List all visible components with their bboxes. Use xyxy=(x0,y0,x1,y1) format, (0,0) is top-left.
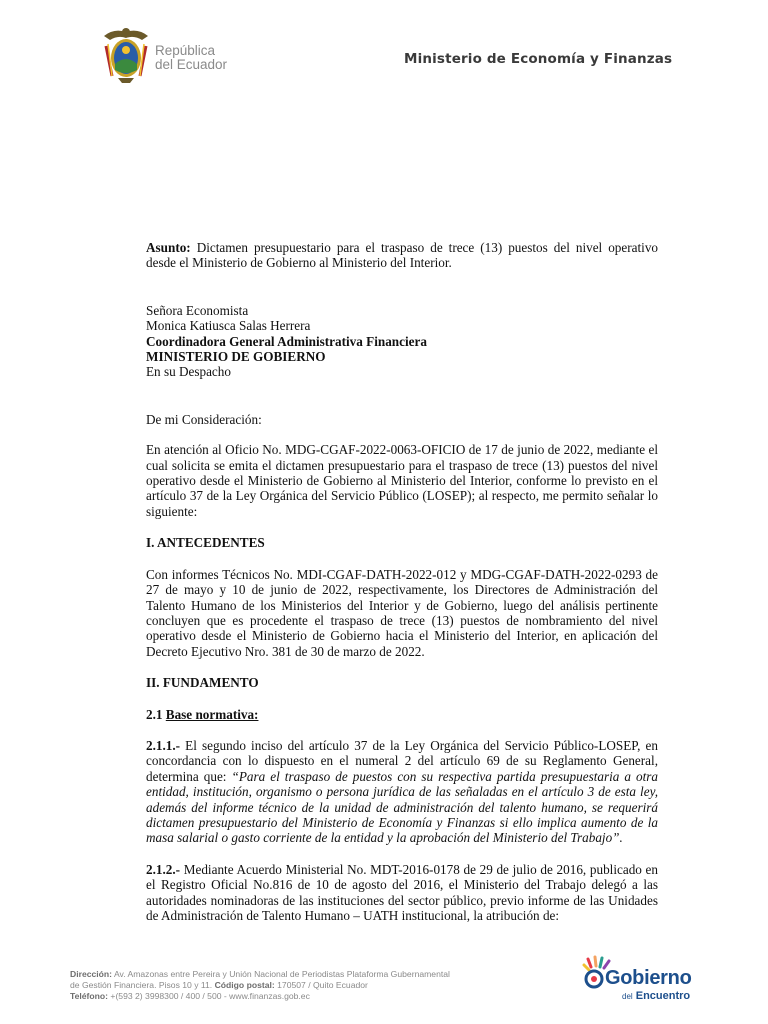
section-fundamento-title: II. FUNDAMENTO xyxy=(146,675,259,691)
subject-paragraph xyxy=(146,240,658,271)
recipient-salutation: Señora Economista xyxy=(146,302,249,318)
recipient-position: Coordinadora General Administrativa Financiera xyxy=(146,333,427,349)
recipient-institution: MINISTERIO DE GOBIERNO xyxy=(146,349,326,365)
footer-direccion-label: Dirección: xyxy=(70,969,113,979)
subject-text: Dictamen presupuestario para el traspaso de trece (13) puestos del nivel operativo desde el Ministerio de Gobierno al Ministerio del Interior. xyxy=(146,240,659,271)
antecedentes-paragraph: Con informes Técnicos No. MDI-CGAF-DATH-2022-012 y MDG-CGAF-DATH-2022-0293 de 27 de mayo y 10 de junio de 2022, respectivamente, los Directores de Administración del Talento Humano de los Ministerios del Interior y de Gobierno, luego del análisis pertinente concluyen que es procedente el traspaso de trece (13) puestos de nombramiento del nivel operativo desde el Ministerio de Gobierno hacia el Ministerio del Interior, en aplicación del Decreto Ejecutivo Nro. 381 de 30 de marzo de 2022. xyxy=(146,566,658,659)
paragraph-2-1-2 xyxy=(146,862,658,924)
republic-line1: República xyxy=(155,43,216,58)
letter-body xyxy=(146,240,658,923)
paragraph-2-1-1-number: 2.1.1.- xyxy=(146,737,181,753)
footer-address-line1 xyxy=(70,969,480,980)
subsection-number: 2.1 xyxy=(146,706,163,722)
paragraph-2-1-1-text: El segundo inciso del artículo 37 de la Ley Orgánica del Servicio Público-LOSEP, en concordancia con lo dispuesto en el numeral 2 del artículo 69 de su Reglamento General, determina que: xyxy=(146,737,658,784)
section-antecedentes-title: I. ANTECEDENTES xyxy=(146,535,265,551)
footer-direccion-text: Av. Amazonas entre Pereira y Unión Nacional de Periodistas Plataforma Gubernamental xyxy=(113,969,450,979)
ministry-name: Ministerio de Economía y Finanzas xyxy=(404,51,673,67)
footer-postal-text: 170507 / Quito Ecuador xyxy=(277,980,368,990)
paragraph-2-1-2-text: Mediante Acuerdo Ministerial No. MDT-2016-0178 de 29 de julio de 2016, publicado en el Registro Oficial No.816 de 10 de agosto del 2016, el Ministerio del Trabajo delegó a las autoridades nominadoras de las instituciones del sector público, previo informe de las Unidades de Administración de Talento Humano – UATH institucional, la atribución de: xyxy=(146,861,658,923)
republic-ecuador-wordmark xyxy=(155,44,227,72)
paragraph-2-1-1 xyxy=(146,738,658,846)
recipient-block xyxy=(146,303,658,380)
recipient-name: Monica Katiusca Salas Herrera xyxy=(146,318,311,334)
recipient-office: En su Despacho xyxy=(146,364,231,380)
logo-word-gobierno: Gobierno xyxy=(605,967,692,989)
greeting: De mi Consideración: xyxy=(146,411,262,427)
footer-postal-label: Código postal: xyxy=(214,980,275,990)
footer-phone-line xyxy=(70,991,480,1002)
intro-paragraph: En atención al Oficio No. MDG-CGAF-2022-0063-OFICIO de 17 de junio de 2022, mediante el cual solicita se emita el dictamen presupuestario para el traspaso de trece (13) puestos del nivel operativo desde el Ministerio de Gobierno al Ministerio del Interior, conforme lo previsto en el artículo 37 de la Ley Orgánica del Servicio Público (LOSEP); al respecto, me permito señalar lo siguiente: xyxy=(146,442,658,519)
ecuador-coat-of-arms-icon xyxy=(100,26,152,84)
logo-word-del: del xyxy=(622,992,633,1001)
subject-label: Asunto: xyxy=(146,240,191,255)
footer-phone-text: +(593 2) 3998300 / 400 / 500 - www.finanzas.gob.ec xyxy=(110,991,310,1001)
republic-line2: del Ecuador xyxy=(155,57,228,72)
subsection-base-normativa xyxy=(146,707,658,722)
footer-address-line2 xyxy=(70,980,480,991)
footer-phone-label: Teléfono: xyxy=(70,991,109,1001)
logo-word-encuentro-text: Encuentro xyxy=(635,990,691,1002)
logo-word-encuentro xyxy=(622,990,690,1002)
footer-direccion-text2: de Gestión Financiera. Pisos 10 y 11. xyxy=(70,980,213,990)
paragraph-2-1-2-number: 2.1.2.- xyxy=(146,861,181,877)
paragraph-2-1-1-quote: “Para el traspaso de puestos con su respectiva partida presupuestaria a otra entidad, institución, organismo o persona jurídica de las señaladas en el artículo 3 de esta ley, además del informe técnico de la unidad de administración del talento humano, se requerirá dictamen presupuestario del Ministerio de Economía y Finanzas si ello implica aumento de la masa salarial o gasto corriente de la entidad y la aprobación del Ministerio del Trabajo”. xyxy=(146,768,659,846)
subsection-title: Base normativa: xyxy=(165,706,259,722)
footer-contact xyxy=(70,969,480,1002)
